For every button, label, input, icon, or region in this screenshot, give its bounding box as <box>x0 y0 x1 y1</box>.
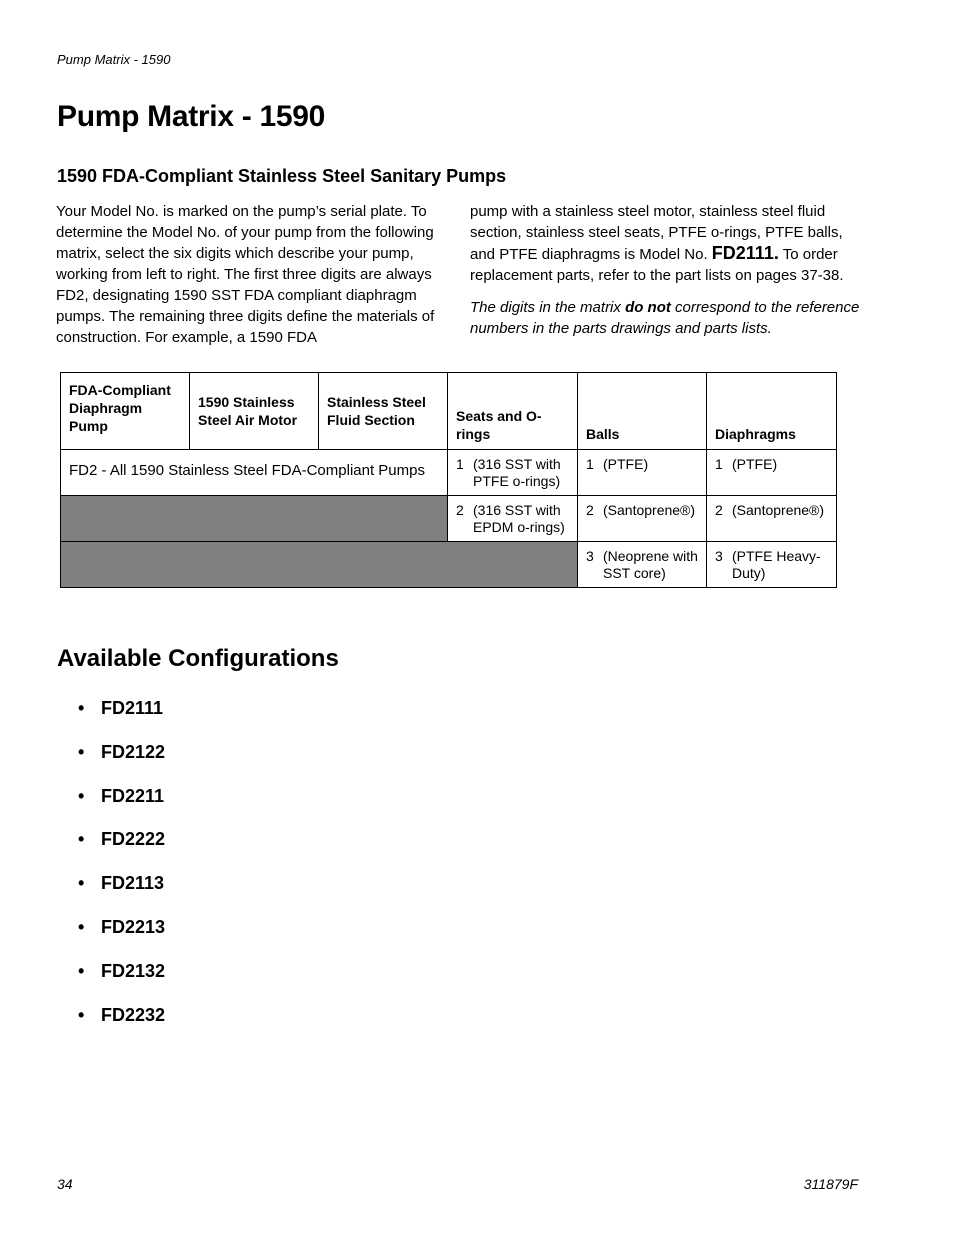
matrix-row-3 <box>61 542 837 588</box>
matrix-row-2 <box>61 496 837 542</box>
document-number: 311879F <box>803 1176 858 1192</box>
bullet-icon: • <box>78 1004 85 1025</box>
option-digit: 1 <box>456 456 464 472</box>
bullet-icon: • <box>78 698 85 718</box>
header-seats-orings: Seats and O-rings <box>448 373 578 450</box>
list-item <box>78 960 165 1004</box>
config-model: FD2213 <box>101 916 166 937</box>
option-text: (Santoprene®) <box>603 502 696 518</box>
matrix-note <box>470 297 862 339</box>
list-item <box>78 828 165 872</box>
body-column-left <box>56 201 448 348</box>
page-number: 34 <box>57 1176 73 1192</box>
configurations-list <box>78 697 165 1047</box>
body-paragraph-right <box>470 201 862 286</box>
bullet-icon: • <box>78 960 85 981</box>
balls-option-2 <box>578 496 707 542</box>
config-model: FD2211 <box>101 785 165 806</box>
option-digit: 1 <box>715 456 723 472</box>
seats-option-2 <box>448 496 578 542</box>
note-text-before: The digits in the matrix <box>470 299 626 316</box>
list-item <box>78 1004 165 1048</box>
matrix-shaded-cell <box>61 496 448 542</box>
matrix-header-row <box>61 373 837 450</box>
config-model: FD2111 <box>101 698 164 718</box>
bullet-icon: • <box>78 741 85 762</box>
list-item <box>78 785 165 829</box>
config-model: FD2132 <box>101 960 166 981</box>
config-model: FD2232 <box>101 1004 166 1025</box>
option-text: (PTFE) <box>732 456 778 472</box>
body-paragraph-left: Your Model No. is marked on the pump’s serial plate. To determine the Model No. of your pump from the following matrix, select the six digits which describe your pump, working from left to right. The first three digits are always FD2, designating 1590 SST FDA compliant diaphragm pumps. The remaining three digits define the materials of construction. For example, a 1590 FDA <box>56 203 435 346</box>
body-column-right <box>470 201 862 339</box>
matrix-shaded-cell <box>61 542 578 588</box>
option-digit: 1 <box>586 456 594 472</box>
list-item <box>78 872 165 916</box>
option-digit: 3 <box>715 548 723 564</box>
option-text: (316 SST with PTFE o-rings) <box>473 456 561 489</box>
example-model-number: FD2111. <box>711 243 779 263</box>
bullet-icon: • <box>78 829 85 850</box>
diaphragms-option-3 <box>707 542 837 588</box>
config-model: FD2113 <box>101 873 165 894</box>
list-item <box>78 741 165 785</box>
config-model: FD2222 <box>101 829 166 850</box>
header-air-motor: 1590 Stainless Steel Air Motor <box>190 373 319 450</box>
header-fda-pump: FDA-Compliant Diaphragm Pump <box>61 373 190 450</box>
option-digit: 3 <box>586 548 594 564</box>
balls-option-1 <box>578 450 707 496</box>
option-text: (Santoprene®) <box>732 502 825 518</box>
option-text: (316 SST with EPDM o-rings) <box>473 502 565 535</box>
option-text: (PTFE Heavy-Duty) <box>732 548 821 581</box>
page-title: Pump Matrix - 1590 <box>57 100 326 133</box>
running-header: Pump Matrix - 1590 <box>57 52 171 67</box>
option-digit: 2 <box>456 502 464 518</box>
matrix-row-1 <box>61 450 837 496</box>
bullet-icon: • <box>78 916 85 937</box>
option-text: (Neoprene with SST core) <box>603 548 698 581</box>
pump-matrix-table <box>60 372 837 588</box>
header-balls: Balls <box>578 373 707 450</box>
body-text-after-model: To order replacement parts, refer to the part lists on pages 37-38. <box>470 246 844 284</box>
option-text: (PTFE) <box>603 456 649 472</box>
diaphragms-option-2 <box>707 496 837 542</box>
diaphragms-option-1 <box>707 450 837 496</box>
list-item <box>78 697 165 741</box>
matrix-fd2-cell: FD2 - All 1590 Stainless Steel FDA-Compliant Pumps <box>61 450 448 496</box>
section-subtitle: 1590 FDA-Compliant Stainless Steel Sanitary Pumps <box>57 166 507 186</box>
list-item <box>78 916 165 960</box>
body-text-before-model: pump with a stainless steel motor, stainless steel fluid section, stainless steel seats, PTFE o-rings, PTFE balls, and PTFE diaphragms is Model No. <box>470 203 843 263</box>
option-digit: 2 <box>715 502 723 518</box>
balls-option-3 <box>578 542 707 588</box>
bullet-icon: • <box>78 873 85 894</box>
note-text-after: correspond to the reference numbers in the parts drawings and parts lists. <box>470 299 860 337</box>
header-fluid-section: Stainless Steel Fluid Section <box>319 373 448 450</box>
option-digit: 2 <box>586 502 594 518</box>
note-emphasis: do not <box>625 299 671 316</box>
header-diaphragms: Diaphragms <box>707 373 837 450</box>
bullet-icon: • <box>78 785 85 806</box>
configurations-heading: Available Configurations <box>57 645 339 672</box>
config-model: FD2122 <box>101 741 166 762</box>
seats-option-1 <box>448 450 578 496</box>
